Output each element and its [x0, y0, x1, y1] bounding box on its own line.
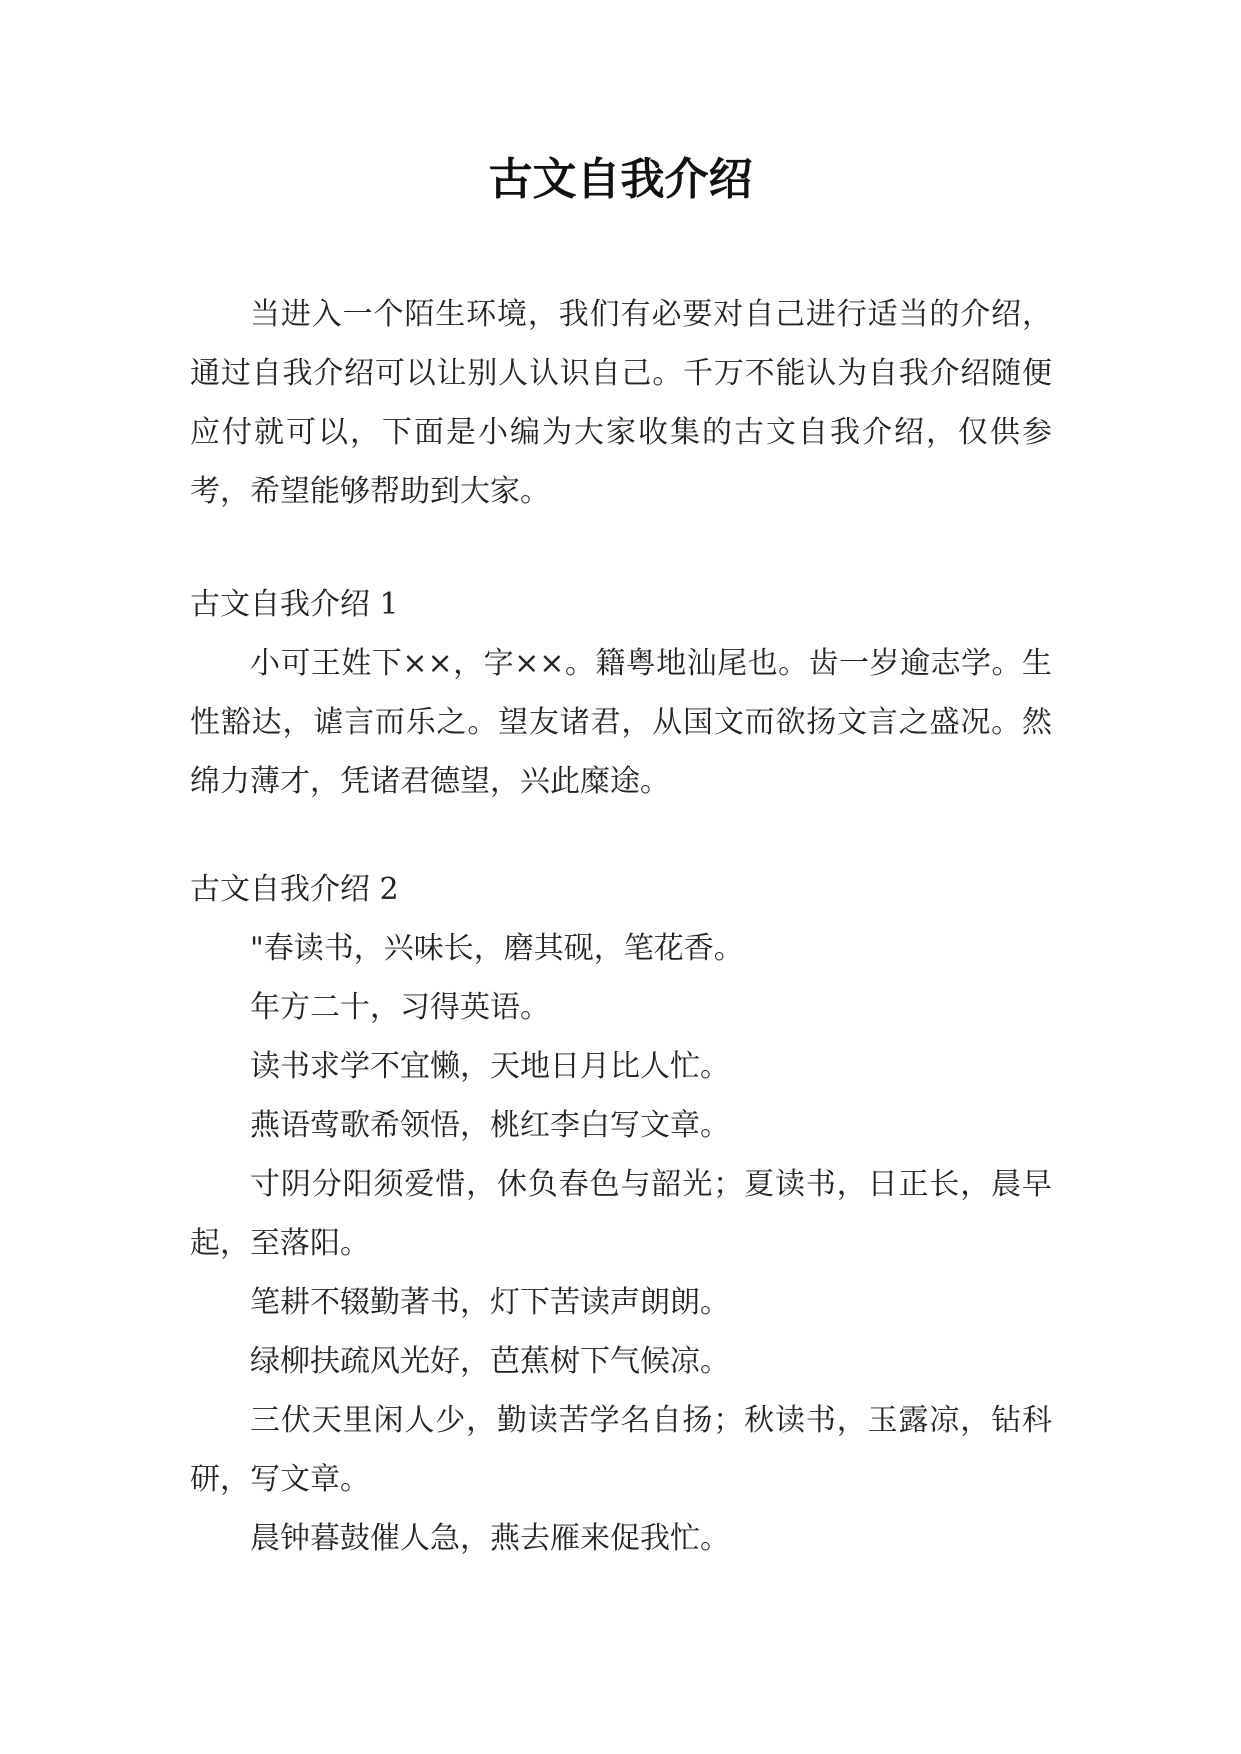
poem-line: "春读书，兴味长，磨其砚，笔花香。: [250, 931, 744, 966]
poem-line: 晨钟暮鼓催人急，燕去雁来促我忙。: [250, 1521, 730, 1556]
poem-line: 燕语莺歌希领悟，桃红李白写文章。: [250, 1108, 730, 1143]
poem-line: 笔耕不辍勤著书，灯下苦读声朗朗。: [250, 1285, 730, 1320]
section-2-heading: 古文自我介绍 2: [190, 872, 399, 907]
intro-paragraph: 当进入一个陌生环境，我们有必要对自己进行适当的介绍，通过自我介绍可以让别人认识自己。千万不能认为自我介绍随便应付就可以，下面是小编为大家收集的古文自我介绍，仅供参考，希望能够帮助到大家。: [190, 297, 1052, 509]
poem-line: 三伏天里闲人少，勤读苦学名自扬；秋读书，玉露凉，钻科研，写文章。: [190, 1403, 1052, 1497]
section-2: [190, 860, 1052, 1568]
poem-line: 绿柳扶疏风光好，芭蕉树下气候凉。: [250, 1344, 730, 1379]
section-1-paragraph: 小可王姓下××，字××。籍粤地汕尾也。齿一岁逾志学。生性豁达，谑言而乐之。望友诸君，从国文而欲扬文言之盛况。然绵力薄才，凭诸君德望，兴此糜途。: [190, 646, 1052, 799]
poem-line: 年方二十，习得英语。: [250, 990, 550, 1025]
section-1: [190, 575, 1052, 811]
poem-line: 寸阴分阳须爱惜，休负春色与韶光；夏读书，日正长，晨早起，至落阳。: [190, 1167, 1052, 1261]
intro-block: [190, 285, 1052, 521]
poem-line: 读书求学不宜懒，天地日月比人忙。: [250, 1049, 730, 1084]
document-title: 古文自我介绍: [488, 154, 753, 205]
section-1-heading: 古文自我介绍 1: [190, 587, 399, 622]
